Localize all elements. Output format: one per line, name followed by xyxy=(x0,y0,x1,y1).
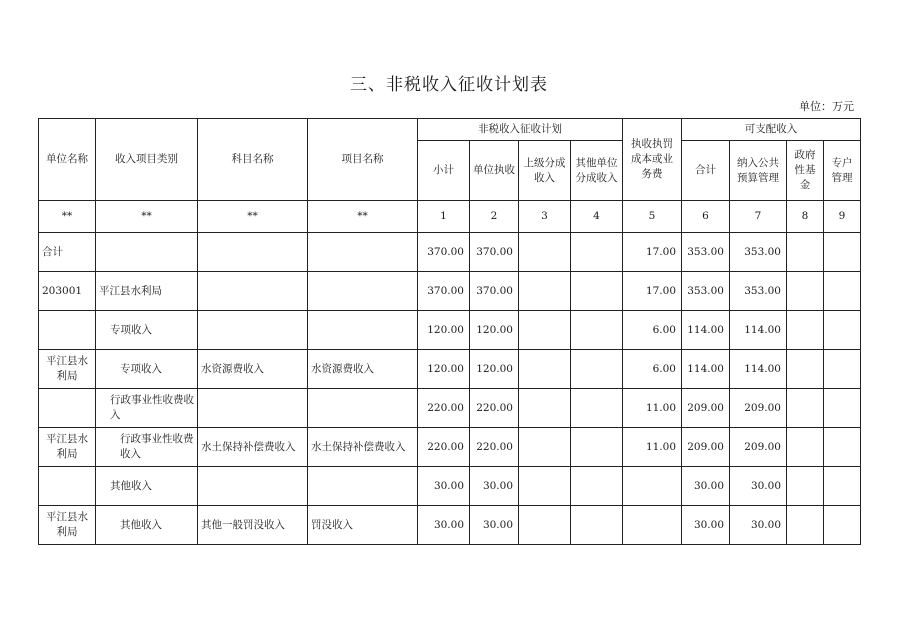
header-public-budget: 纳入公共预算管理 xyxy=(730,141,787,201)
cell-cost: 17.00 xyxy=(623,272,682,311)
header-unit-name: 单位名称 xyxy=(39,119,96,201)
cell-cost: 11.00 xyxy=(623,389,682,428)
cell-own-unit: 30.00 xyxy=(470,467,519,506)
cell-category: 专项收入 xyxy=(96,311,198,350)
table-row xyxy=(39,350,861,389)
cell-unit: 合计 xyxy=(39,233,96,272)
index-cell: ** xyxy=(96,201,198,233)
cell-cost: 17.00 xyxy=(623,233,682,272)
cell-other-share xyxy=(571,428,623,467)
cell-subtotal: 120.00 xyxy=(418,311,470,350)
cell-subtotal: 370.00 xyxy=(418,272,470,311)
index-cell: 7 xyxy=(730,201,787,233)
cell-item xyxy=(308,311,418,350)
table-row xyxy=(39,506,861,545)
cell-total: 114.00 xyxy=(682,350,730,389)
document-title: 三、非税收入征收计划表 xyxy=(350,75,548,95)
cell-total: 353.00 xyxy=(682,272,730,311)
cell-item xyxy=(308,467,418,506)
cell-unit xyxy=(39,467,96,506)
cell-upper-share xyxy=(519,311,571,350)
cell-subtotal: 220.00 xyxy=(418,389,470,428)
index-cell: 3 xyxy=(519,201,571,233)
cell-unit xyxy=(39,311,96,350)
cell-own-unit: 220.00 xyxy=(470,428,519,467)
cell-category: 其他收入 xyxy=(96,506,198,545)
cell-subtotal: 370.00 xyxy=(418,233,470,272)
table-row xyxy=(39,272,861,311)
index-cell: 4 xyxy=(571,201,623,233)
cell-public-budget: 209.00 xyxy=(730,389,787,428)
cell-gov-fund xyxy=(787,233,824,272)
cell-subject xyxy=(198,467,308,506)
cell-item: 罚没收入 xyxy=(308,506,418,545)
cell-other-share xyxy=(571,311,623,350)
cell-total: 30.00 xyxy=(682,467,730,506)
cell-subject xyxy=(198,233,308,272)
table-row xyxy=(39,428,861,467)
cell-special xyxy=(824,350,861,389)
cell-category: 行政事业性收费收入 xyxy=(96,389,198,428)
header-other-share: 其他单位分成收入 xyxy=(571,141,623,201)
header-disposable-group: 可支配收入 xyxy=(682,119,861,141)
cell-unit: 203001 xyxy=(39,272,96,311)
cell-public-budget: 353.00 xyxy=(730,272,787,311)
cell-subject xyxy=(198,311,308,350)
cell-other-share xyxy=(571,350,623,389)
cell-own-unit: 370.00 xyxy=(470,272,519,311)
cell-unit: 平江县水利局 xyxy=(39,428,96,467)
index-cell: 5 xyxy=(623,201,682,233)
cell-unit xyxy=(39,389,96,428)
cell-own-unit: 220.00 xyxy=(470,389,519,428)
cell-own-unit: 370.00 xyxy=(470,233,519,272)
header-subtotal: 小计 xyxy=(418,141,470,201)
index-cell: 2 xyxy=(470,201,519,233)
non-tax-revenue-plan-table xyxy=(38,118,861,545)
cell-item: 水土保持补偿费收入 xyxy=(308,428,418,467)
cell-subtotal: 220.00 xyxy=(418,428,470,467)
cell-gov-fund xyxy=(787,311,824,350)
cell-gov-fund xyxy=(787,467,824,506)
header-special: 专户管理 xyxy=(824,141,861,201)
cell-own-unit: 30.00 xyxy=(470,506,519,545)
index-cell: ** xyxy=(308,201,418,233)
header-subject: 科目名称 xyxy=(198,119,308,201)
header-item: 项目名称 xyxy=(308,119,418,201)
cell-upper-share xyxy=(519,467,571,506)
cell-special xyxy=(824,467,861,506)
cell-total: 30.00 xyxy=(682,506,730,545)
cell-cost: 6.00 xyxy=(623,311,682,350)
cell-other-share xyxy=(571,272,623,311)
cell-subject: 水资源费收入 xyxy=(198,350,308,389)
index-row xyxy=(39,201,861,233)
cell-own-unit: 120.00 xyxy=(470,350,519,389)
cell-category: 专项收入 xyxy=(96,350,198,389)
cell-public-budget: 209.00 xyxy=(730,428,787,467)
cell-item xyxy=(308,389,418,428)
index-cell: 8 xyxy=(787,201,824,233)
cell-unit: 平江县水利局 xyxy=(39,350,96,389)
cell-gov-fund xyxy=(787,350,824,389)
header-plan-group: 非税收入征收计划 xyxy=(418,119,623,141)
cell-public-budget: 114.00 xyxy=(730,311,787,350)
cell-public-budget: 30.00 xyxy=(730,506,787,545)
cell-special xyxy=(824,311,861,350)
cell-category xyxy=(96,233,198,272)
cell-subject xyxy=(198,272,308,311)
cell-cost: 6.00 xyxy=(623,350,682,389)
table-row xyxy=(39,233,861,272)
cell-other-share xyxy=(571,467,623,506)
unit-label: 单位：万元 xyxy=(799,100,854,113)
cell-total: 209.00 xyxy=(682,428,730,467)
cell-total: 209.00 xyxy=(682,389,730,428)
cell-item: 水资源费收入 xyxy=(308,350,418,389)
cell-gov-fund xyxy=(787,506,824,545)
cell-special xyxy=(824,428,861,467)
index-cell: 6 xyxy=(682,201,730,233)
header-gov-fund: 政府性基金 xyxy=(787,141,824,201)
index-cell: 1 xyxy=(418,201,470,233)
cell-subject: 水土保持补偿费收入 xyxy=(198,428,308,467)
cell-subtotal: 30.00 xyxy=(418,506,470,545)
cell-upper-share xyxy=(519,506,571,545)
cell-category: 行政事业性收费收入 xyxy=(96,428,198,467)
cell-cost xyxy=(623,506,682,545)
cell-gov-fund xyxy=(787,272,824,311)
cell-cost xyxy=(623,467,682,506)
cell-upper-share xyxy=(519,272,571,311)
cell-own-unit: 120.00 xyxy=(470,311,519,350)
header-category: 收入项目类别 xyxy=(96,119,198,201)
cell-upper-share xyxy=(519,428,571,467)
cell-item xyxy=(308,272,418,311)
cell-gov-fund xyxy=(787,428,824,467)
index-cell: ** xyxy=(39,201,96,233)
cell-special xyxy=(824,506,861,545)
cell-gov-fund xyxy=(787,389,824,428)
cell-upper-share xyxy=(519,389,571,428)
cell-total: 353.00 xyxy=(682,233,730,272)
cell-subtotal: 30.00 xyxy=(418,467,470,506)
cell-subject xyxy=(198,389,308,428)
cell-public-budget: 30.00 xyxy=(730,467,787,506)
header-upper-share: 上级分成收入 xyxy=(519,141,571,201)
cell-category: 平江县水利局 xyxy=(96,272,198,311)
cell-public-budget: 353.00 xyxy=(730,233,787,272)
cell-unit: 平江县水利局 xyxy=(39,506,96,545)
cell-other-share xyxy=(571,389,623,428)
header-total: 合计 xyxy=(682,141,730,201)
cell-cost: 11.00 xyxy=(623,428,682,467)
cell-subtotal: 120.00 xyxy=(418,350,470,389)
table-row xyxy=(39,311,861,350)
cell-public-budget: 114.00 xyxy=(730,350,787,389)
cell-other-share xyxy=(571,506,623,545)
table-row xyxy=(39,467,861,506)
cell-special xyxy=(824,389,861,428)
cell-subject: 其他一般罚没收入 xyxy=(198,506,308,545)
cell-other-share xyxy=(571,233,623,272)
cell-upper-share xyxy=(519,233,571,272)
cell-upper-share xyxy=(519,350,571,389)
cell-special xyxy=(824,233,861,272)
cell-item xyxy=(308,233,418,272)
header-cost: 执收执罚成本或业务费 xyxy=(623,119,682,201)
table-row xyxy=(39,389,861,428)
index-cell: 9 xyxy=(824,201,861,233)
cell-special xyxy=(824,272,861,311)
header-own-unit: 单位执收 xyxy=(470,141,519,201)
cell-total: 114.00 xyxy=(682,311,730,350)
cell-category: 其他收入 xyxy=(96,467,198,506)
index-cell: ** xyxy=(198,201,308,233)
